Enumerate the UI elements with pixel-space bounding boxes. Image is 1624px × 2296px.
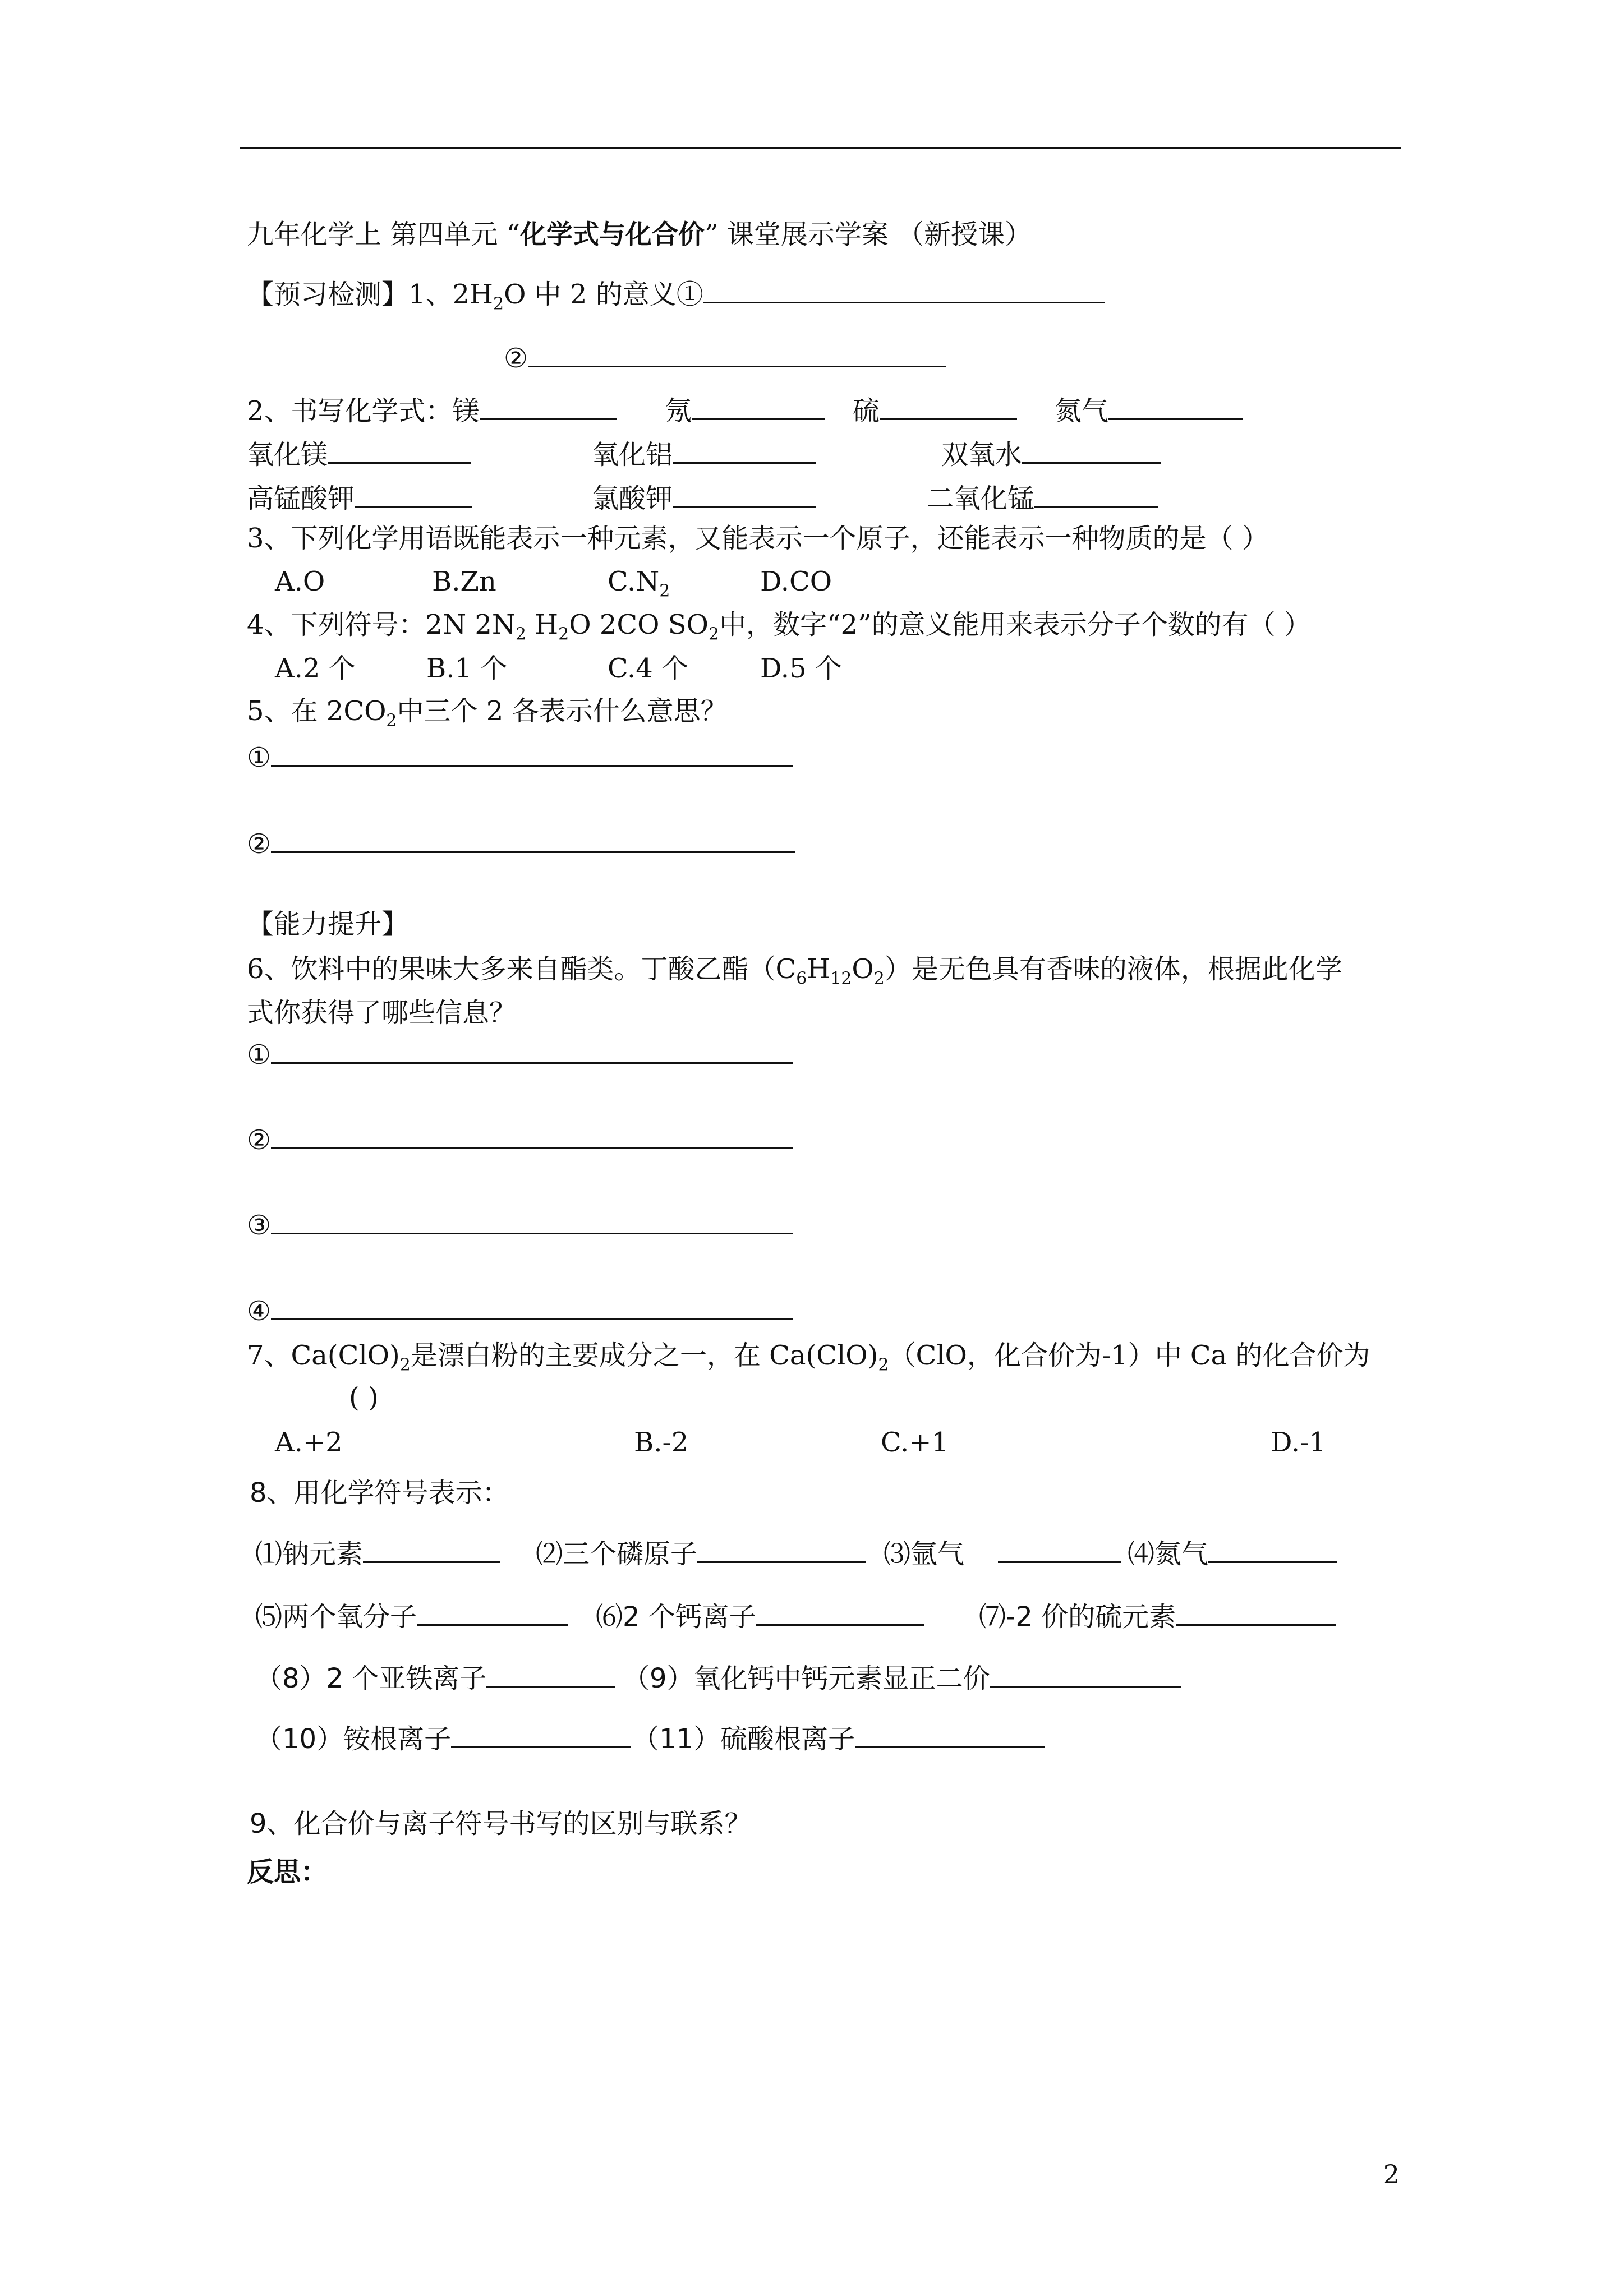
q2-item (592, 436, 816, 472)
q2-item (853, 393, 1017, 428)
answer-blank[interactable] (673, 480, 816, 508)
q6-text: O (852, 953, 874, 985)
question-1 (247, 276, 1105, 321)
answer-blank[interactable] (528, 340, 946, 367)
answer-blank[interactable] (271, 1207, 793, 1234)
q7-option-a[interactable]: A.+2 (275, 1427, 343, 1458)
q7-sub: 2 (878, 1355, 889, 1375)
q5-sub: 2 (386, 711, 397, 731)
q8-item-label: ⑺-2 价的硫元素 (979, 1601, 1176, 1633)
q7-option-b[interactable]: B.-2 (634, 1427, 689, 1458)
q8-item (255, 1721, 631, 1756)
answer-blank[interactable] (480, 393, 617, 420)
answer-blank[interactable] (880, 393, 1017, 420)
q5-mark: ① (247, 742, 272, 773)
q6-answer-4 (247, 1293, 793, 1328)
q3-option-a[interactable]: A.O (275, 566, 325, 597)
q1-mark-2: ② (504, 343, 528, 374)
page-number: 2 (1383, 2159, 1400, 2189)
question-4 (247, 608, 1311, 652)
question-5 (247, 694, 728, 738)
q1-sub: 2 (493, 294, 504, 314)
answer-blank[interactable] (990, 1660, 1181, 1688)
q8-item (255, 1660, 615, 1695)
question-8-title: 8、用化学符号表示： (250, 1477, 509, 1509)
q8-item (623, 1660, 1181, 1695)
title-prefix: 九年化学上 第四单元 “ (247, 219, 521, 250)
title-topic: 化学式与化合价 (520, 219, 705, 250)
q8-item-label: ⑶氩气 (884, 1538, 965, 1570)
q4-option-d[interactable]: D.5 个 (760, 653, 842, 684)
q7-answer-paren[interactable]: ( ) (349, 1382, 379, 1413)
q8-item (255, 1536, 500, 1571)
answer-blank[interactable] (703, 276, 1105, 303)
answer-blank[interactable] (271, 1036, 793, 1064)
q8-item-label: （11）硫酸根离子 (632, 1723, 855, 1755)
q2-item-label: 氖 (665, 395, 692, 427)
q3-option-b[interactable]: B.Zn (432, 566, 496, 597)
q8-item (536, 1536, 866, 1571)
q7-option-d[interactable]: D.-1 (1271, 1427, 1326, 1458)
q8-item-label: （10）铵根离子 (255, 1723, 452, 1755)
answer-blank[interactable] (271, 739, 793, 767)
q8-item (596, 1598, 924, 1634)
answer-blank[interactable] (271, 1122, 793, 1149)
question-2-row-1 (247, 393, 617, 428)
q7-text: 是漂白粉的主要成分之一，在 Ca(ClO) (410, 1340, 878, 1371)
q1-text: 1、2H (408, 279, 493, 310)
q6-text: ）是无色具有香味的液体，根据此化学 (884, 953, 1342, 985)
answer-blank[interactable] (998, 1536, 1121, 1563)
q2-item-label: 二氧化锰 (927, 483, 1035, 514)
q8-item-label: ⑹2 个钙离子 (596, 1601, 756, 1633)
q2-item (941, 436, 1161, 472)
q2-item-label: 硫 (853, 395, 880, 427)
q2-item (247, 480, 472, 515)
q4-sub: 2 (708, 624, 720, 644)
q5-mark: ② (247, 828, 272, 860)
answer-blank[interactable] (1176, 1598, 1336, 1626)
answer-blank[interactable] (451, 1721, 631, 1748)
q8-item-label: （8）2 个亚铁离子 (255, 1663, 487, 1694)
answer-blank[interactable] (486, 1660, 615, 1688)
question-1-second (504, 340, 946, 375)
q6-text: H (807, 953, 831, 985)
q2-label: 2、书写化学式：镁 (247, 395, 480, 427)
answer-blank[interactable] (1034, 480, 1158, 508)
q2-item-label: 高锰酸钾 (247, 483, 355, 514)
q2-item-label: 氧化铝 (592, 439, 673, 471)
answer-blank[interactable] (417, 1598, 568, 1626)
q5-text: 5、在 2CO (247, 695, 387, 727)
q4-option-c[interactable]: C.4 个 (608, 653, 689, 684)
q6-mark: ① (247, 1039, 272, 1071)
answer-blank[interactable] (1022, 436, 1161, 464)
q6-text: 6、饮料中的果味大多来自酯类。丁酸乙酯（C (247, 953, 797, 985)
q2-item (927, 480, 1158, 515)
q8-item-label: ⑵三个磷原子 (536, 1538, 698, 1570)
q6-mark: ④ (247, 1295, 272, 1327)
q4-option-a[interactable]: A.2 个 (275, 653, 356, 684)
answer-blank[interactable] (1108, 393, 1243, 420)
q6-answer-3 (247, 1207, 793, 1242)
q6-answer-2 (247, 1122, 793, 1157)
q7-option-c[interactable]: C.+1 (881, 1427, 949, 1458)
question-6-line-1 (247, 952, 1342, 996)
q3-option-c-text: C.N (608, 566, 660, 597)
header-rule (240, 147, 1401, 149)
section-preview: 【预习检测】 (247, 279, 409, 310)
q6-mark: ③ (247, 1210, 272, 1241)
q4-text: 4、下列符号：2N 2N (247, 609, 516, 640)
answer-blank[interactable] (855, 1721, 1045, 1748)
answer-blank[interactable] (355, 480, 472, 508)
q8-item (255, 1598, 568, 1634)
q4-sub: 2 (515, 624, 526, 644)
q8-item (1128, 1536, 1337, 1571)
q8-item-label: （9）氧化钙中钙元素显正二价 (623, 1663, 990, 1694)
answer-blank[interactable] (1208, 1536, 1337, 1563)
q5-answer-2 (247, 826, 795, 861)
q8-item-label: ⑷氮气 (1128, 1538, 1209, 1570)
question-3: 3、下列化学用语既能表示一种元素，又能表示一个原子，还能表示一种物质的是（ ） (247, 523, 1269, 554)
q4-text: O 2CO SO (569, 609, 709, 640)
answer-blank[interactable] (697, 1536, 866, 1563)
answer-blank[interactable] (363, 1536, 500, 1563)
question-7 (247, 1339, 1370, 1382)
q7-sub: 2 (399, 1355, 411, 1375)
q8-item-label: ⑸两个氧分子 (255, 1601, 417, 1633)
q8-item-label: ⑴钠元素 (255, 1538, 364, 1570)
q4-sub: 2 (558, 624, 569, 644)
q8-item (979, 1598, 1336, 1634)
section-ability: 【能力提升】 (247, 909, 409, 940)
q2-item (1055, 393, 1243, 428)
q4-text: 中，数字“2”的意义能用来表示分子个数的有（ ） (719, 609, 1311, 640)
answer-blank[interactable] (271, 1293, 793, 1320)
answer-blank[interactable] (692, 393, 825, 420)
title-suffix: ” 课堂展示学案 （新授课） (705, 219, 1032, 250)
question-9: 9、化合价与离子符号书写的区别与联系？ (250, 1808, 752, 1839)
q7-text: 7、Ca(ClO) (247, 1340, 400, 1371)
q2-item (665, 393, 825, 428)
q2-item (247, 436, 471, 472)
q6-answer-1 (247, 1036, 793, 1072)
reflection-label: 反思： (247, 1856, 328, 1888)
q3-option-c[interactable] (608, 565, 670, 608)
q2-item-label: 氮气 (1055, 395, 1109, 427)
q4-option-b[interactable]: B.1 个 (426, 653, 508, 684)
answer-blank[interactable] (271, 826, 795, 853)
q8-item (884, 1536, 1121, 1571)
question-6-line-2: 式你获得了哪些信息？ (247, 997, 517, 1029)
q6-mark: ② (247, 1124, 272, 1156)
answer-blank[interactable] (756, 1598, 924, 1626)
q7-text: （ClO，化合价为-1）中 Ca 的化合价为 (889, 1340, 1370, 1371)
q3-option-c-sub: 2 (659, 581, 670, 601)
answer-blank[interactable] (328, 436, 471, 464)
page-title (247, 218, 1032, 252)
q2-item-label: 氧化镁 (247, 439, 328, 471)
q2-item (592, 480, 816, 515)
answer-blank[interactable] (673, 436, 816, 464)
q6-sub: 12 (830, 969, 852, 989)
q1-text-mid: O 中 2 的意义① (504, 279, 703, 310)
q2-item-label: 氯酸钾 (592, 483, 673, 514)
q5-text: 中三个 2 各表示什么意思？ (397, 695, 728, 727)
q2-item-label: 双氧水 (941, 439, 1023, 471)
q5-answer-1 (247, 739, 793, 774)
q6-sub: 6 (796, 969, 807, 989)
q6-sub: 2 (873, 969, 885, 989)
q4-text: H (526, 609, 559, 640)
q3-option-d[interactable]: D.CO (760, 566, 832, 597)
q8-item (632, 1721, 1045, 1756)
